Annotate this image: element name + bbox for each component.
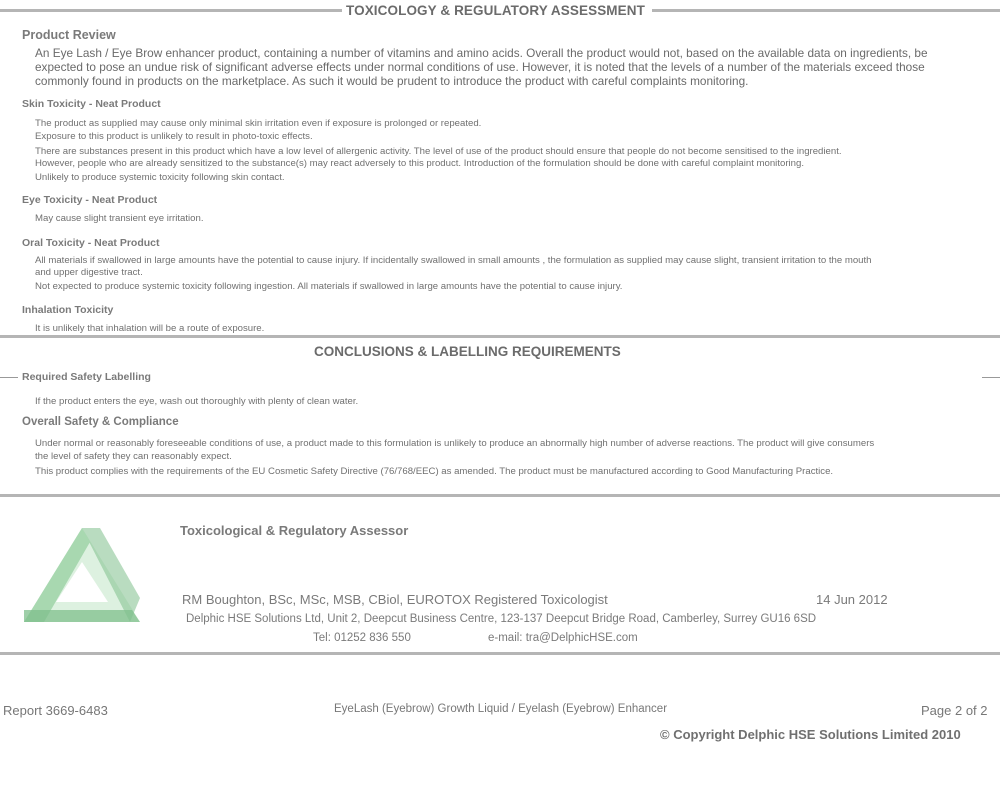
report-title: TOXICOLOGY & REGULATORY ASSESSMENT <box>346 3 645 18</box>
skin-line: Exposure to this product is unlikely to result in photo-toxic effects. <box>35 131 313 142</box>
page-number: Page 2 of 2 <box>921 703 988 718</box>
skin-toxicity-heading: Skin Toxicity - Neat Product <box>22 98 161 110</box>
eye-line: May cause slight transient eye irritation. <box>35 213 204 224</box>
title-rule-right <box>652 9 1000 12</box>
product-review-heading: Product Review <box>22 28 116 42</box>
section-divider <box>0 335 1000 338</box>
eye-toxicity-heading: Eye Toxicity - Neat Product <box>22 194 158 206</box>
assessor-title: Toxicological & Regulatory Assessor <box>180 523 409 538</box>
report-title-bar <box>0 0 1000 22</box>
skin-line: There are substances present in this product which have a low level of allergenic activity. The level of use of the product should ensure that people do not become sensitised to the ingredient. <box>35 146 842 157</box>
copyright: © Copyright Delphic HSE Solutions Limited 2010 <box>660 727 961 742</box>
labelling-rule-right <box>982 377 1000 378</box>
conclusions-title: CONCLUSIONS & LABELLING REQUIREMENTS <box>314 344 621 359</box>
assessment-date: 14 Jun 2012 <box>816 592 888 607</box>
product-review-text: An Eye Lash / Eye Brow enhancer product, containing a number of vitamins and amino acids. Overall the product would not, based on the available data on ingredients, be expected to pose an undue risk of significant adverse effects under normal conditions of use. However, it is noted that the levels of a number of the materials exceed those commonly found in products on the marketplace. As such it would be prudent to introduce the product with careful complaints monitoring. <box>35 46 928 88</box>
safety-heading: Overall Safety & Compliance <box>22 416 179 428</box>
labelling-rule-left <box>0 377 18 378</box>
assessor-address: Delphic HSE Solutions Ltd, Unit 2, Deepcut Business Centre, 123-137 Deepcut Bridge Road, Camberley, Surrey GU16 6SD <box>186 613 817 625</box>
section-divider <box>0 494 1000 497</box>
oral-line: and upper digestive tract. <box>35 267 143 278</box>
section-divider <box>0 652 1000 655</box>
oral-line: All materials if swallowed in large amounts have the potential to cause injury. If incidentally swallowed in small amounts , the formulation as supplied may cause slight, transient irritation to the mouth <box>35 255 872 266</box>
safety-line: This product complies with the requirements of the EU Cosmetic Safety Directive (76/768/EEC) as amended. The product must be manufactured according to Good Manufacturing Practice. <box>35 466 834 477</box>
report-number: Report 3669-6483 <box>3 703 108 718</box>
assessor-name: RM Boughton, BSc, MSc, MSB, CBiol, EUROTOX Registered Toxicologist <box>182 592 608 607</box>
product-name: EyeLash (Eyebrow) Growth Liquid / Eyelash (Eyebrow) Enhancer <box>334 703 668 715</box>
assessor-email: e-mail: tra@DelphicHSE.com <box>488 632 638 644</box>
labelling-heading: Required Safety Labelling <box>22 371 151 383</box>
title-rule-left <box>0 9 342 12</box>
oral-line: Not expected to produce systemic toxicity following ingestion. All materials if swallowed in large amounts have the potential to cause injury. <box>35 281 623 292</box>
assessor-phone: Tel: 01252 836 550 <box>313 632 411 644</box>
inhalation-line: It is unlikely that inhalation will be a route of exposure. <box>35 323 265 334</box>
labelling-text: If the product enters the eye, wash out thoroughly with plenty of clean water. <box>35 396 359 407</box>
oral-toxicity-heading: Oral Toxicity - Neat Product <box>22 237 160 249</box>
safety-line: the level of safety they can reasonably expect. <box>35 451 232 462</box>
delphic-logo-icon <box>22 526 142 626</box>
inhalation-toxicity-heading: Inhalation Toxicity <box>22 304 114 316</box>
skin-line: However, people who are already sensitized to the substance(s) may react adversely to this product. Introduction of the formulation should be done with careful complaint monitoring. <box>35 158 804 169</box>
skin-line: The product as supplied may cause only minimal skin irritation even if exposure is prolonged or repeated. <box>35 118 482 129</box>
safety-line: Under normal or reasonably foreseeable conditions of use, a product made to this formulation is unlikely to produce an abnormally high number of adverse reactions. The product will give consumers <box>35 438 875 449</box>
skin-line: Unlikely to produce systemic toxicity following skin contact. <box>35 172 285 183</box>
